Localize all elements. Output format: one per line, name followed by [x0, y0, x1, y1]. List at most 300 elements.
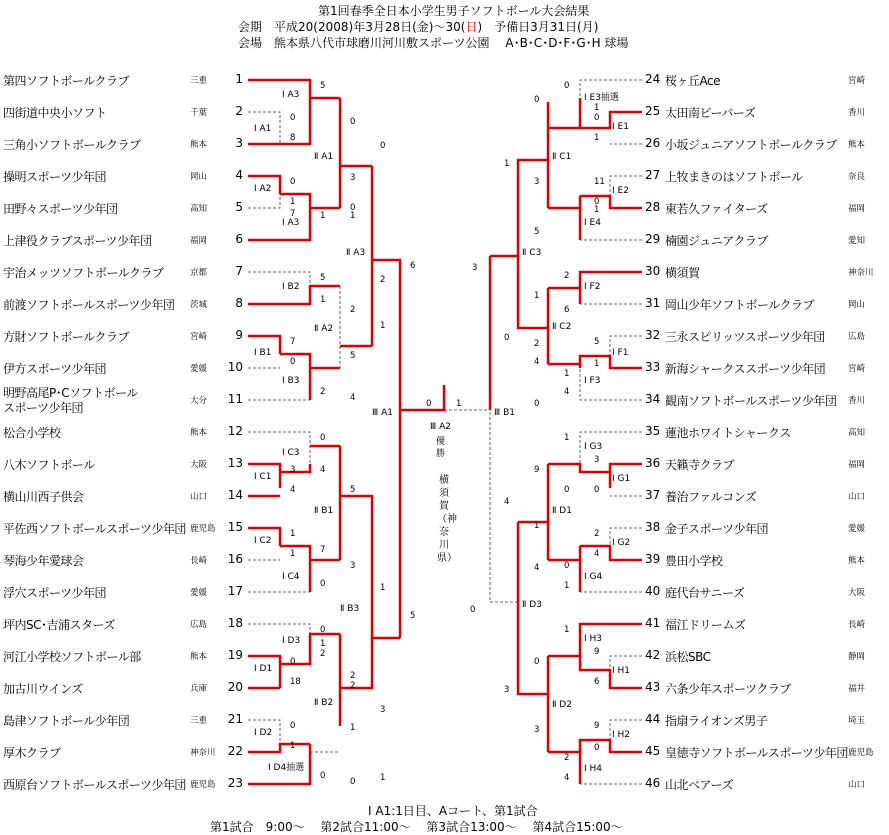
bracket-line: [580, 740, 642, 784]
team-number: 8: [235, 296, 243, 310]
game-score: 5: [350, 351, 356, 361]
game-label: Ⅱ C1: [552, 152, 572, 162]
game-score: 4: [320, 465, 326, 475]
game-label: Ⅰ G1: [612, 474, 631, 484]
game-score: 4: [564, 773, 570, 783]
team-name: 浜松SBC: [665, 650, 711, 664]
team-prefecture: 兵庫: [190, 684, 208, 694]
game-score: 4: [290, 485, 296, 495]
team-name: 河江小学校ソフトボール部: [3, 650, 141, 664]
bracket-line: [248, 194, 310, 240]
game-score: 4: [534, 357, 540, 367]
team-prefecture: 奈良: [848, 172, 866, 182]
team-number: 46: [645, 776, 661, 790]
game-score: 0: [350, 117, 356, 127]
team-prefecture: 大分: [190, 396, 208, 406]
game-score: 0: [534, 95, 540, 105]
team-number: 35: [645, 424, 661, 438]
game-score: 3: [534, 725, 540, 735]
game-score: 0: [594, 485, 600, 495]
team-name: 上津役クラブスポーツ少年団: [3, 234, 152, 248]
team-prefecture: 鹿児島: [190, 780, 216, 790]
game-score: 0: [320, 433, 326, 443]
game-label: Ⅰ E3抽選: [584, 93, 619, 103]
team-number: 33: [645, 360, 661, 374]
team-number: 6: [235, 232, 243, 246]
game-score: 2: [320, 649, 326, 659]
team-number: 25: [645, 104, 661, 118]
team-name: 東若久ファイターズ: [665, 202, 768, 216]
team-number: 12: [227, 424, 243, 438]
game-score: 11: [594, 177, 605, 187]
team-name: 加古川ウインズ: [3, 682, 83, 696]
game-score: 0: [290, 357, 296, 367]
period-reserve: ) 予備日3月31日(月): [477, 20, 599, 34]
team-prefecture: 香川: [848, 108, 866, 118]
game-score: 0: [564, 81, 570, 91]
team-name: 宇治メッツソフトボールクラブ: [3, 266, 164, 280]
game-label: Ⅲ A1: [372, 408, 393, 418]
game-score: 0: [534, 399, 540, 409]
team-prefecture: 岡山: [848, 300, 866, 310]
team-prefecture: 岡山: [190, 172, 208, 182]
game-label: Ⅱ A3: [346, 248, 366, 258]
team-prefecture: 広島: [190, 620, 208, 630]
team-number: 44: [645, 712, 661, 726]
game-score: 1: [594, 359, 600, 369]
team-number: 2: [235, 104, 243, 118]
game-score: 9: [534, 465, 540, 475]
team-prefecture: 神奈川: [848, 268, 874, 278]
team-name: 天籟寺クラブ: [665, 458, 735, 472]
game-label: Ⅰ F1: [612, 348, 629, 358]
game-label: Ⅱ C3: [522, 248, 542, 258]
game-score: 6: [594, 677, 600, 687]
team-prefecture: 高知: [190, 204, 208, 214]
game-label: Ⅱ D3: [522, 600, 542, 610]
game-score: 1: [456, 399, 462, 409]
team-name: 山北ベアーズ: [665, 778, 734, 792]
team-name: 楠園ジュニアクラブ: [665, 234, 768, 248]
team-name: 福江ドリームズ: [665, 618, 746, 632]
game-label: Ⅰ C3: [282, 448, 300, 458]
team-prefecture: 山口: [190, 492, 208, 502]
team-prefecture: 埼玉: [848, 716, 866, 726]
bracket-line: [580, 546, 642, 560]
bracket-line: [548, 98, 580, 128]
game-score: 2: [594, 529, 600, 539]
team-name: 指扇ライオンズ男子: [665, 714, 768, 728]
team-name: 横山川西子供会: [3, 490, 84, 504]
team-prefecture: 宮崎: [848, 76, 866, 86]
game-label: Ⅱ A2: [314, 324, 334, 334]
game-score: 0: [470, 605, 476, 615]
game-score: 4: [564, 387, 570, 397]
game-score: 1: [290, 529, 296, 539]
game-label: Ⅰ E1: [612, 122, 629, 132]
team-number: 17: [227, 584, 243, 598]
game-score: 2: [350, 671, 356, 681]
game-score: 0: [350, 203, 356, 213]
game-label: Ⅱ B1: [314, 506, 334, 516]
game-label: Ⅰ C2: [254, 536, 272, 546]
game-label: Ⅰ B1: [254, 348, 272, 358]
bracket-line: [580, 356, 642, 368]
team-prefecture: 大阪: [190, 460, 208, 470]
bracket-line: [490, 160, 548, 256]
team-number: 1: [235, 72, 243, 86]
game-score: 1: [564, 433, 570, 443]
game-label: Ⅰ A1: [254, 124, 272, 134]
game-score: 2: [564, 753, 570, 763]
game-label: Ⅰ A3: [282, 218, 300, 228]
game-score: 5: [534, 227, 540, 237]
game-score: 6: [564, 305, 570, 315]
team-number: 23: [227, 776, 243, 790]
team-number: 15: [227, 520, 243, 534]
team-name: 観南ソフトボールスポーツ少年団: [665, 394, 837, 408]
period-label: 会期: [238, 20, 263, 34]
bracket-line: [580, 642, 642, 688]
team-prefecture: 愛媛: [190, 588, 208, 598]
game-score: 0: [320, 771, 326, 781]
team-number: 3: [235, 136, 243, 150]
game-score: 0: [290, 177, 296, 187]
bracket-line: [248, 624, 310, 648]
bracket-line: [580, 196, 642, 208]
game-score: 2: [320, 387, 326, 397]
team-prefecture: 愛知: [848, 236, 866, 246]
period-sunday: 日: [465, 20, 478, 34]
team-prefecture: 鹿児島: [190, 524, 216, 534]
game-score: 0: [564, 485, 570, 495]
team-prefecture: 千葉: [190, 108, 208, 118]
game-score: 1: [564, 581, 570, 591]
game-score: 0: [594, 197, 600, 207]
team-prefecture: 福岡: [190, 236, 208, 246]
game-label: Ⅰ A3: [282, 90, 300, 100]
team-prefecture: 広島: [848, 332, 866, 342]
team-name: 操明スポーツ少年団: [3, 170, 107, 184]
team-prefecture: 高知: [848, 428, 866, 438]
team-name: 上牧まきのはソフトボール: [665, 170, 803, 184]
game-label: Ⅰ E2: [612, 186, 629, 196]
game-label: Ⅰ H3: [584, 634, 603, 644]
game-score: 1: [594, 103, 600, 113]
team-name-line2: スポーツ少年団: [3, 401, 84, 415]
team-prefecture: 愛媛: [848, 524, 866, 534]
team-name: 蓮池ホワイトシャークス: [665, 426, 791, 440]
game-score: 1: [290, 197, 296, 207]
game-score: 1: [320, 295, 326, 305]
game-score: 3: [534, 177, 540, 187]
team-prefecture: 福岡: [848, 460, 866, 470]
team-number: 5: [235, 200, 243, 214]
bracket-line: [248, 432, 310, 464]
game-score: 0: [380, 141, 386, 151]
game-score: 3: [594, 455, 600, 465]
team-name: 平佐西ソフトボールスポーツ少年団: [3, 522, 186, 536]
team-number: 19: [227, 648, 243, 662]
team-name: 田野々スポーツ少年団: [3, 202, 118, 216]
game-score: 1: [380, 583, 386, 593]
game-score: 5: [320, 273, 326, 283]
team-number: 29: [645, 232, 661, 246]
team-name: 松合小学校: [3, 426, 61, 440]
game-label: Ⅲ B1: [494, 408, 515, 418]
game-label: Ⅰ D3: [282, 636, 301, 646]
game-score: 1: [350, 211, 356, 221]
team-name: 四街道中央小ソフト: [3, 106, 107, 120]
game-label: Ⅰ C1: [254, 472, 272, 482]
team-number: 18: [227, 616, 243, 630]
bracket-line: [340, 638, 372, 688]
legend-note: Ⅰ A1:1日目、Aコート、第1試合: [368, 804, 538, 818]
team-number: 36: [645, 456, 661, 470]
team-number: 16: [227, 552, 243, 566]
game-label: Ⅱ B2: [314, 698, 334, 708]
team-number: 26: [645, 136, 661, 150]
team-number: 21: [227, 712, 243, 726]
team-name: 浮穴スポーツ少年団: [3, 586, 107, 600]
game-label: Ⅰ H2: [612, 730, 631, 740]
game-score: 1: [564, 369, 570, 379]
game-score: 3: [350, 173, 356, 183]
game-label: Ⅰ E4: [584, 218, 601, 228]
team-prefecture: 茨城: [190, 300, 208, 310]
game-score: 1: [534, 291, 540, 301]
game-score: 2: [564, 271, 570, 281]
game-label: Ⅰ A2: [254, 184, 272, 194]
team-number: 34: [645, 392, 661, 406]
team-number: 40: [645, 584, 661, 598]
game-score: 9: [594, 721, 600, 731]
team-number: 28: [645, 200, 661, 214]
game-score: 18: [290, 677, 301, 687]
bracket-line: [248, 98, 310, 144]
game-label: Ⅰ F2: [584, 282, 601, 292]
game-score: 0: [350, 777, 356, 787]
team-number: 20: [227, 680, 243, 694]
game-score: 7: [320, 545, 326, 555]
team-number: 45: [645, 744, 661, 758]
team-number: 22: [227, 744, 243, 758]
game-score: 4: [534, 563, 540, 573]
game-score: 1: [290, 549, 296, 559]
team-name: 六条少年スポーツクラブ: [665, 682, 791, 696]
team-number: 4: [235, 168, 243, 182]
game-label: Ⅰ G2: [612, 538, 631, 548]
game-score: 1: [564, 625, 570, 635]
game-score: 0: [290, 113, 296, 123]
team-prefecture: 熊本: [190, 428, 208, 438]
bracket-line: [248, 272, 310, 304]
team-name: 坪内SC･吉浦スターズ: [3, 618, 115, 632]
team-prefecture: 静岡: [848, 652, 866, 662]
schedule-times: 第1試合 9:00～ 第2試合11:00～ 第3試合13:00～ 第4試合15:00～: [210, 820, 623, 834]
game-score: 2: [380, 275, 386, 285]
bracket-line: [518, 256, 548, 328]
team-prefecture: 山口: [848, 780, 866, 790]
game-label: Ⅰ B2: [282, 282, 300, 292]
venue-text: 熊本県八代市球磨川河川敷スポーツ公園 A･B･C･D･F･G･H 球場: [274, 36, 629, 50]
team-name: 養治ファルコンズ: [665, 490, 757, 504]
team-number: 24: [645, 72, 661, 86]
game-score: 4: [504, 497, 510, 507]
team-number: 32: [645, 328, 661, 342]
team-name: 三角小ソフトボールクラブ: [3, 138, 141, 152]
bracket-line: [420, 385, 444, 410]
team-name: 前渡ソフトボールスポーツ少年団: [3, 298, 175, 312]
team-name: 豊田小学校: [665, 554, 723, 568]
team-prefecture: 長崎: [848, 620, 866, 630]
game-score: 4: [350, 393, 356, 403]
game-score: 1: [504, 159, 510, 169]
game-score: 1: [594, 205, 600, 215]
team-name: 第四ソフトボールクラブ: [3, 74, 130, 88]
game-score: 5: [410, 611, 416, 621]
team-prefecture: 三重: [190, 76, 208, 86]
team-name: 西原台ソフトボールスポーツ少年団: [3, 778, 186, 792]
game-score: 1: [380, 321, 386, 331]
game-score: 0: [320, 625, 326, 635]
team-prefecture: 香川: [848, 396, 866, 406]
game-label: Ⅰ D4抽選: [268, 763, 305, 773]
game-label: Ⅰ D1: [254, 664, 273, 674]
game-score: 0: [290, 721, 296, 731]
game-score: 5: [594, 337, 600, 347]
team-name: 厚木クラブ: [3, 746, 61, 760]
team-number: 10: [227, 360, 243, 374]
game-score: 0: [594, 113, 600, 123]
game-score: 1: [534, 521, 540, 531]
team-number: 41: [645, 616, 661, 630]
venue-label: 会場: [238, 36, 263, 50]
bracket-line: [340, 496, 400, 638]
game-score: 1: [290, 741, 296, 751]
game-score: 2: [350, 305, 356, 315]
team-prefecture: 山口: [848, 492, 866, 502]
team-number: 42: [645, 648, 661, 662]
game-score: 3: [290, 465, 296, 475]
team-prefecture: 宮崎: [848, 364, 866, 374]
team-name: 琴海少年愛球会: [3, 554, 84, 568]
game-score: 1: [320, 211, 326, 221]
final-game-label: Ⅲ A2: [430, 422, 451, 432]
game-label: Ⅰ F3: [584, 376, 601, 386]
team-number: 37: [645, 488, 661, 502]
team-number: 38: [645, 520, 661, 534]
team-prefecture: 熊本: [848, 556, 866, 566]
team-prefecture: 三重: [190, 716, 208, 726]
team-number: 30: [645, 264, 661, 278]
game-label: Ⅱ B3: [340, 604, 360, 614]
team-name: 太田南ビーバーズ: [665, 106, 756, 120]
game-label: Ⅱ D1: [552, 506, 572, 516]
team-prefecture: 愛媛: [190, 364, 208, 374]
game-label: Ⅰ H1: [612, 666, 631, 676]
bracket-line: [580, 112, 642, 128]
team-prefecture: 鹿児島: [848, 748, 874, 758]
team-name: 横須賀: [665, 266, 700, 280]
game-score: 8: [290, 133, 296, 143]
team-prefecture: 福井: [848, 684, 866, 694]
game-label: Ⅰ G3: [584, 442, 603, 452]
team-number: 43: [645, 680, 661, 694]
game-score: 6: [410, 261, 416, 271]
team-number: 11: [227, 392, 243, 406]
game-score: 7: [290, 209, 296, 219]
team-name: 庭代台サニーズ: [665, 586, 745, 600]
game-label: Ⅰ B3: [282, 376, 300, 386]
team-name: 伊方スポーツ少年団: [3, 362, 107, 376]
game-score: 9: [594, 647, 600, 657]
game-label: Ⅱ D2: [552, 700, 572, 710]
team-prefecture: 京都: [190, 268, 208, 278]
champion-label: 優勝: [436, 437, 446, 459]
team-prefecture: 長崎: [190, 556, 208, 566]
game-score: 3: [350, 561, 356, 571]
game-label: Ⅰ G4: [584, 572, 603, 582]
game-score: 3: [504, 685, 510, 695]
game-score: 0: [320, 579, 326, 589]
period-dates: 平成20(2008)年3月28日(金)～30(: [274, 20, 466, 34]
team-name: 岡山少年ソフトボールクラブ: [665, 298, 815, 312]
team-number: 9: [235, 328, 243, 342]
team-prefecture: 宮崎: [190, 332, 208, 342]
team-name: 方財ソフトボールクラブ: [3, 330, 130, 344]
game-label: Ⅱ A1: [314, 152, 334, 162]
team-number: 31: [645, 296, 661, 310]
game-label: Ⅰ H4: [584, 764, 603, 774]
game-label: Ⅰ C4: [282, 572, 300, 582]
game-score: 3: [472, 263, 478, 273]
game-score: 1: [594, 133, 600, 143]
game-score: 1: [350, 723, 356, 733]
team-name: 桜ヶ丘Ace: [665, 74, 720, 88]
team-name: 三永スピリッツスポーツ少年団: [665, 330, 825, 344]
game-score: 4: [594, 549, 600, 559]
game-score: 5: [350, 485, 356, 495]
game-score: 1: [380, 773, 386, 783]
game-label: Ⅱ C2: [552, 322, 572, 332]
team-name: 金子スポーツ少年団: [665, 522, 769, 536]
team-prefecture: 熊本: [848, 140, 866, 150]
team-number: 13: [227, 456, 243, 470]
game-score: 0: [594, 743, 600, 753]
game-score: 0: [290, 657, 296, 667]
game-label: Ⅰ D2: [254, 728, 273, 738]
page-title: 第1回春季全日本小学生男子ソフトボール大会結果: [318, 4, 590, 18]
team-prefecture: 大阪: [848, 588, 866, 598]
team-name: 明野高尾P･Cソフトボール: [3, 386, 138, 400]
game-score: 3: [380, 705, 386, 715]
team-name: 小坂ジュニアソフトボールクラブ: [665, 138, 837, 152]
game-score: 0: [564, 561, 570, 571]
team-number: 27: [645, 168, 661, 182]
team-prefecture: 熊本: [190, 140, 208, 150]
bracket-line: [548, 464, 610, 472]
team-number: 7: [235, 264, 243, 278]
team-number: 39: [645, 552, 661, 566]
game-score: 2: [534, 339, 540, 349]
game-score: 0: [534, 657, 540, 667]
team-name: 新海シャークススポーツ少年団: [665, 362, 826, 376]
team-name: 皇徳寺ソフトボールスポーツ少年団: [665, 746, 848, 760]
bracket-line: [248, 744, 310, 752]
game-score: 5: [320, 81, 326, 91]
game-score: 0: [504, 333, 510, 343]
